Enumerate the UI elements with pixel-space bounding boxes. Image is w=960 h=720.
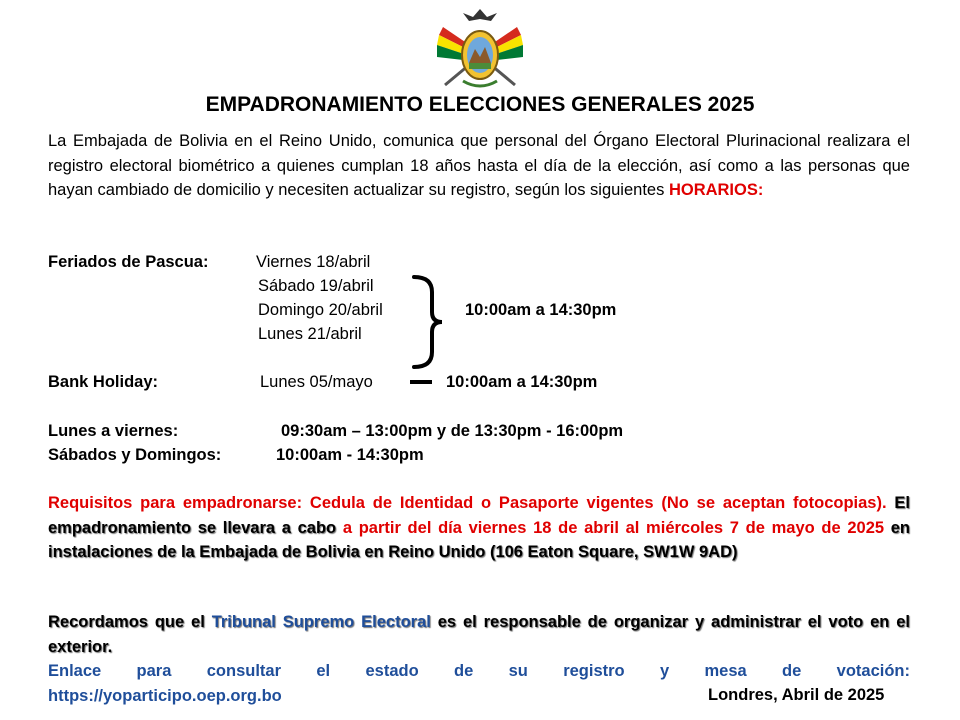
- bank-holiday-dash: [410, 380, 432, 384]
- reminder-text-2: es el responsable de organizar y administrar el voto en el exterior.: [48, 613, 911, 656]
- bolivia-coat-of-arms-icon: [425, 5, 535, 95]
- intro-text: La Embajada de Bolivia en el Reino Unido, comunica que personal del Órgano Electoral Plurinacional realizara el registro electoral biométrico a quienes cumplan 18 años hasta el día de la elección, así como a las personas que hayan cambiado de domicilio y necesiten actualizar su registro, según los siguientes: [48, 132, 910, 199]
- easter-day-3: Domingo 20/abril: [258, 301, 383, 319]
- weekdays-label: Lunes a viernes:: [48, 422, 179, 440]
- requirements-documents: Requisitos para empadronarse: Cedula de Identidad o Pasaporte vigentes (No se aceptan fotocopias).: [48, 494, 887, 512]
- requirements-address: en instalaciones de la Embajada de Bolivia en Reino Unido (106 Eaton Square, SW1W 9AD): [48, 518, 911, 561]
- easter-label: Feriados de Pascua:: [48, 253, 209, 271]
- intro-paragraph: [48, 129, 910, 203]
- right-brace-icon: [410, 272, 450, 372]
- page-title: EMPADRONAMIENTO ELECCIONES GENERALES 2025: [205, 93, 755, 116]
- easter-day-4: Lunes 21/abril: [258, 325, 362, 343]
- easter-day-1: Viernes 18/abril: [256, 253, 371, 271]
- registry-link[interactable]: https://yoparticipo.oep.org.bo: [48, 686, 282, 705]
- easter-day-2: Sábado 19/abril: [258, 277, 374, 295]
- reminder-paragraph: [48, 610, 910, 659]
- requirements-paragraph: [48, 491, 910, 565]
- weekends-hours: 10:00am - 14:30pm: [276, 446, 424, 464]
- bank-holiday-label: Bank Holiday:: [48, 373, 159, 391]
- schedule-heading: HORARIOS:: [668, 181, 764, 199]
- requirements-location-intro: El empadronamiento se llevara a cabo: [48, 494, 910, 537]
- weekdays-hours: 09:30am – 13:00pm y de 13:30pm - 16:00pm: [281, 422, 624, 440]
- reminder-text-1: Recordamos que el: [48, 613, 205, 631]
- link-description: Enlace para consultar el estado de su registro y mesa de votación:: [48, 662, 910, 680]
- bank-holiday-day: Lunes 05/mayo: [260, 373, 373, 391]
- weekends-label: Sábados y Domingos:: [48, 446, 222, 464]
- tribunal-name: Tribunal Supremo Electoral: [211, 613, 431, 631]
- place-date-signature: Londres, Abril de 2025: [708, 686, 885, 704]
- easter-hours: 10:00am a 14:30pm: [465, 301, 617, 319]
- bank-holiday-hours: 10:00am a 14:30pm: [446, 373, 598, 391]
- requirements-dates: a partir del día viernes 18 de abril al miércoles 7 de mayo de 2025: [342, 518, 885, 537]
